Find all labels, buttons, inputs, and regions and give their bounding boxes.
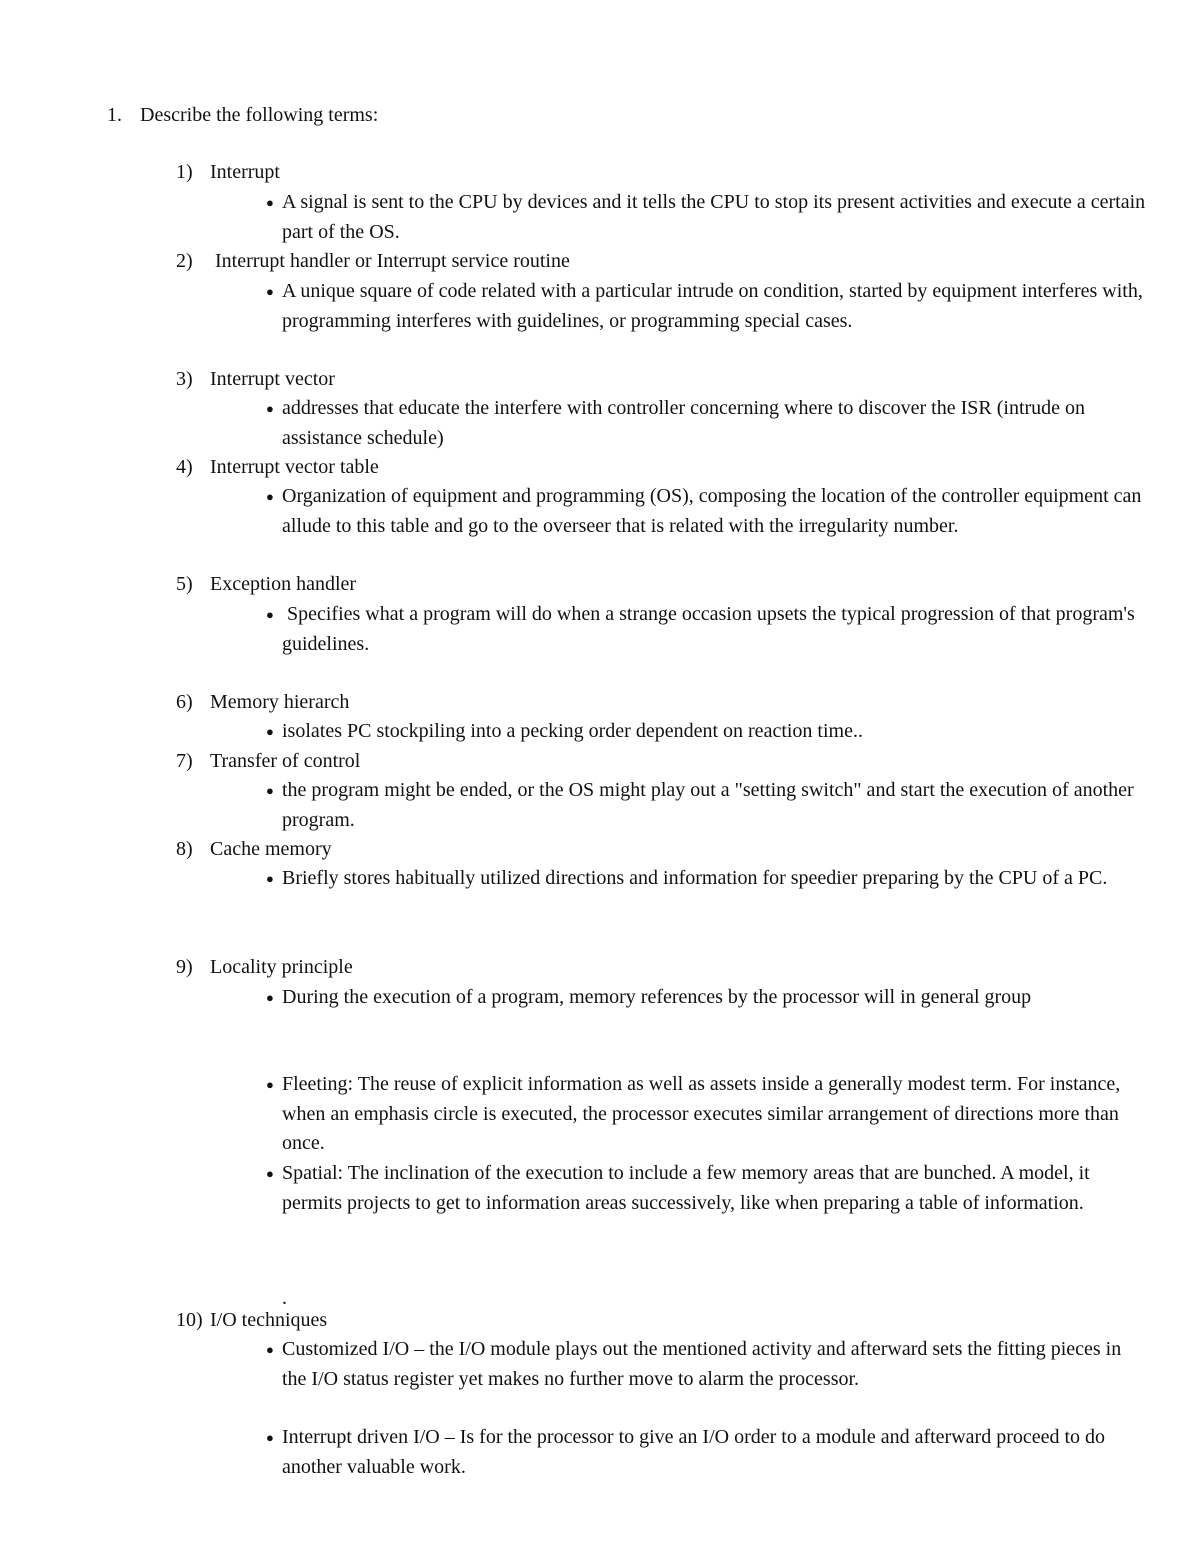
term-9-bullet-1 <box>266 983 1146 1013</box>
bullet-text: A unique square of code related with a particular intrude on condition, started by equipment interferes with, programming interferes with guidelines, or programming special cases. <box>282 280 1143 332</box>
term-9-bullet-2 <box>266 1070 1146 1159</box>
term-6 <box>176 688 349 718</box>
term-6-bullet-1 <box>266 717 1146 747</box>
bullet-icon: ● <box>266 607 274 622</box>
term-title: Exception handler <box>210 573 357 595</box>
term-4 <box>176 453 379 483</box>
bullet-text: isolates PC stockpiling into a pecking order dependent on reaction time.. <box>282 720 863 742</box>
bullet-text: A signal is sent to the CPU by devices and it tells the CPU to stop its present activities and execute a certain part of the OS. <box>282 191 1146 243</box>
bullet-icon: ● <box>266 489 274 504</box>
term-2 <box>176 247 570 277</box>
term-title: Interrupt <box>210 161 280 183</box>
bullet-icon: ● <box>266 195 274 210</box>
bullet-text: addresses that educate the interfere with controller concerning where to discover the ISR (intrude on assistance schedule) <box>282 397 1086 449</box>
term-number: 9) <box>176 956 193 978</box>
term-9-bullet-3 <box>266 1159 1146 1218</box>
term-8-bullet-1 <box>266 864 1146 894</box>
term-7 <box>176 747 360 777</box>
bullet-text: Organization of equipment and programming (OS), composing the location of the controller equipment can allude to this table and go to the overseer that is related with the irregularity number. <box>282 485 1142 537</box>
term-title: Interrupt vector <box>210 368 335 390</box>
stray-mark: . <box>282 1287 287 1309</box>
term-5-bullet-1 <box>266 600 1146 659</box>
bullet-icon: ● <box>266 1430 274 1445</box>
term-1 <box>176 158 280 188</box>
bullet-text: During the execution of a program, memory references by the processor will in general group <box>282 986 1032 1008</box>
term-title: Transfer of control <box>210 750 361 772</box>
bullet-icon: ● <box>266 724 274 739</box>
term-8 <box>176 835 332 865</box>
term-1-bullet-1 <box>266 188 1146 247</box>
bullet-icon: ● <box>266 871 274 886</box>
term-4-bullet-1 <box>266 482 1146 541</box>
term-number: 5) <box>176 573 193 595</box>
term-3 <box>176 365 335 395</box>
term-10 <box>176 1306 327 1336</box>
term-10-bullet-1 <box>266 1335 1146 1394</box>
term-number: 1) <box>176 161 193 183</box>
bullet-text: Customized I/O – the I/O module plays out the mentioned activity and afterward sets the fitting pieces in the I/O status register yet makes no further move to alarm the processor. <box>282 1338 1122 1390</box>
bullet-icon: ● <box>266 783 274 798</box>
term-number: 10) <box>176 1309 203 1331</box>
term-title: Locality principle <box>210 956 353 978</box>
bullet-text: Fleeting: The reuse of explicit information as well as assets inside a generally modest term. For instance, when an emphasis circle is executed, the processor executes similar arrangement of directions more than once. <box>282 1073 1121 1154</box>
term-number: 2) <box>176 250 193 272</box>
term-number: 4) <box>176 456 193 478</box>
question-text: Describe the following terms: <box>140 104 379 126</box>
bullet-icon: ● <box>266 990 274 1005</box>
term-title: Memory hierarch <box>210 691 350 713</box>
term-title: Interrupt vector table <box>210 456 379 478</box>
term-number: 6) <box>176 691 193 713</box>
question-number: 1. <box>107 104 122 126</box>
bullet-icon: ● <box>266 284 274 299</box>
bullet-icon: ● <box>266 401 274 416</box>
term-9 <box>176 953 353 983</box>
term-title: I/O techniques <box>210 1309 328 1331</box>
term-title: Cache memory <box>210 838 332 860</box>
bullet-icon: ● <box>266 1077 274 1092</box>
term-5 <box>176 570 356 600</box>
bullet-icon: ● <box>266 1342 274 1357</box>
term-3-bullet-1 <box>266 394 1146 453</box>
term-number: 7) <box>176 750 193 772</box>
term-number: 8) <box>176 838 193 860</box>
bullet-text: Spatial: The inclination of the execution to include a few memory areas that are bunched. A model, it permits projects to get to information areas successively, like when preparing a table of information. <box>282 1162 1090 1214</box>
term-7-bullet-1 <box>266 776 1146 835</box>
bullet-text: Interrupt driven I/O – Is for the processor to give an I/O order to a module and afterward proceed to do another valuable work. <box>282 1426 1106 1478</box>
bullet-text: the program might be ended, or the OS might play out a "setting switch" and start the execution of another program. <box>282 779 1134 831</box>
bullet-icon: ● <box>266 1166 274 1181</box>
bullet-text: Specifies what a program will do when a strange occasion upsets the typical progression of that program's guidelines. <box>282 603 1140 655</box>
term-title: Interrupt handler or Interrupt service routine <box>210 250 570 272</box>
term-10-bullet-2 <box>266 1423 1146 1482</box>
term-2-bullet-1 <box>266 277 1146 336</box>
term-number: 3) <box>176 368 193 390</box>
bullet-text: Briefly stores habitually utilized directions and information for speedier preparing by the CPU of a PC. <box>282 867 1108 889</box>
